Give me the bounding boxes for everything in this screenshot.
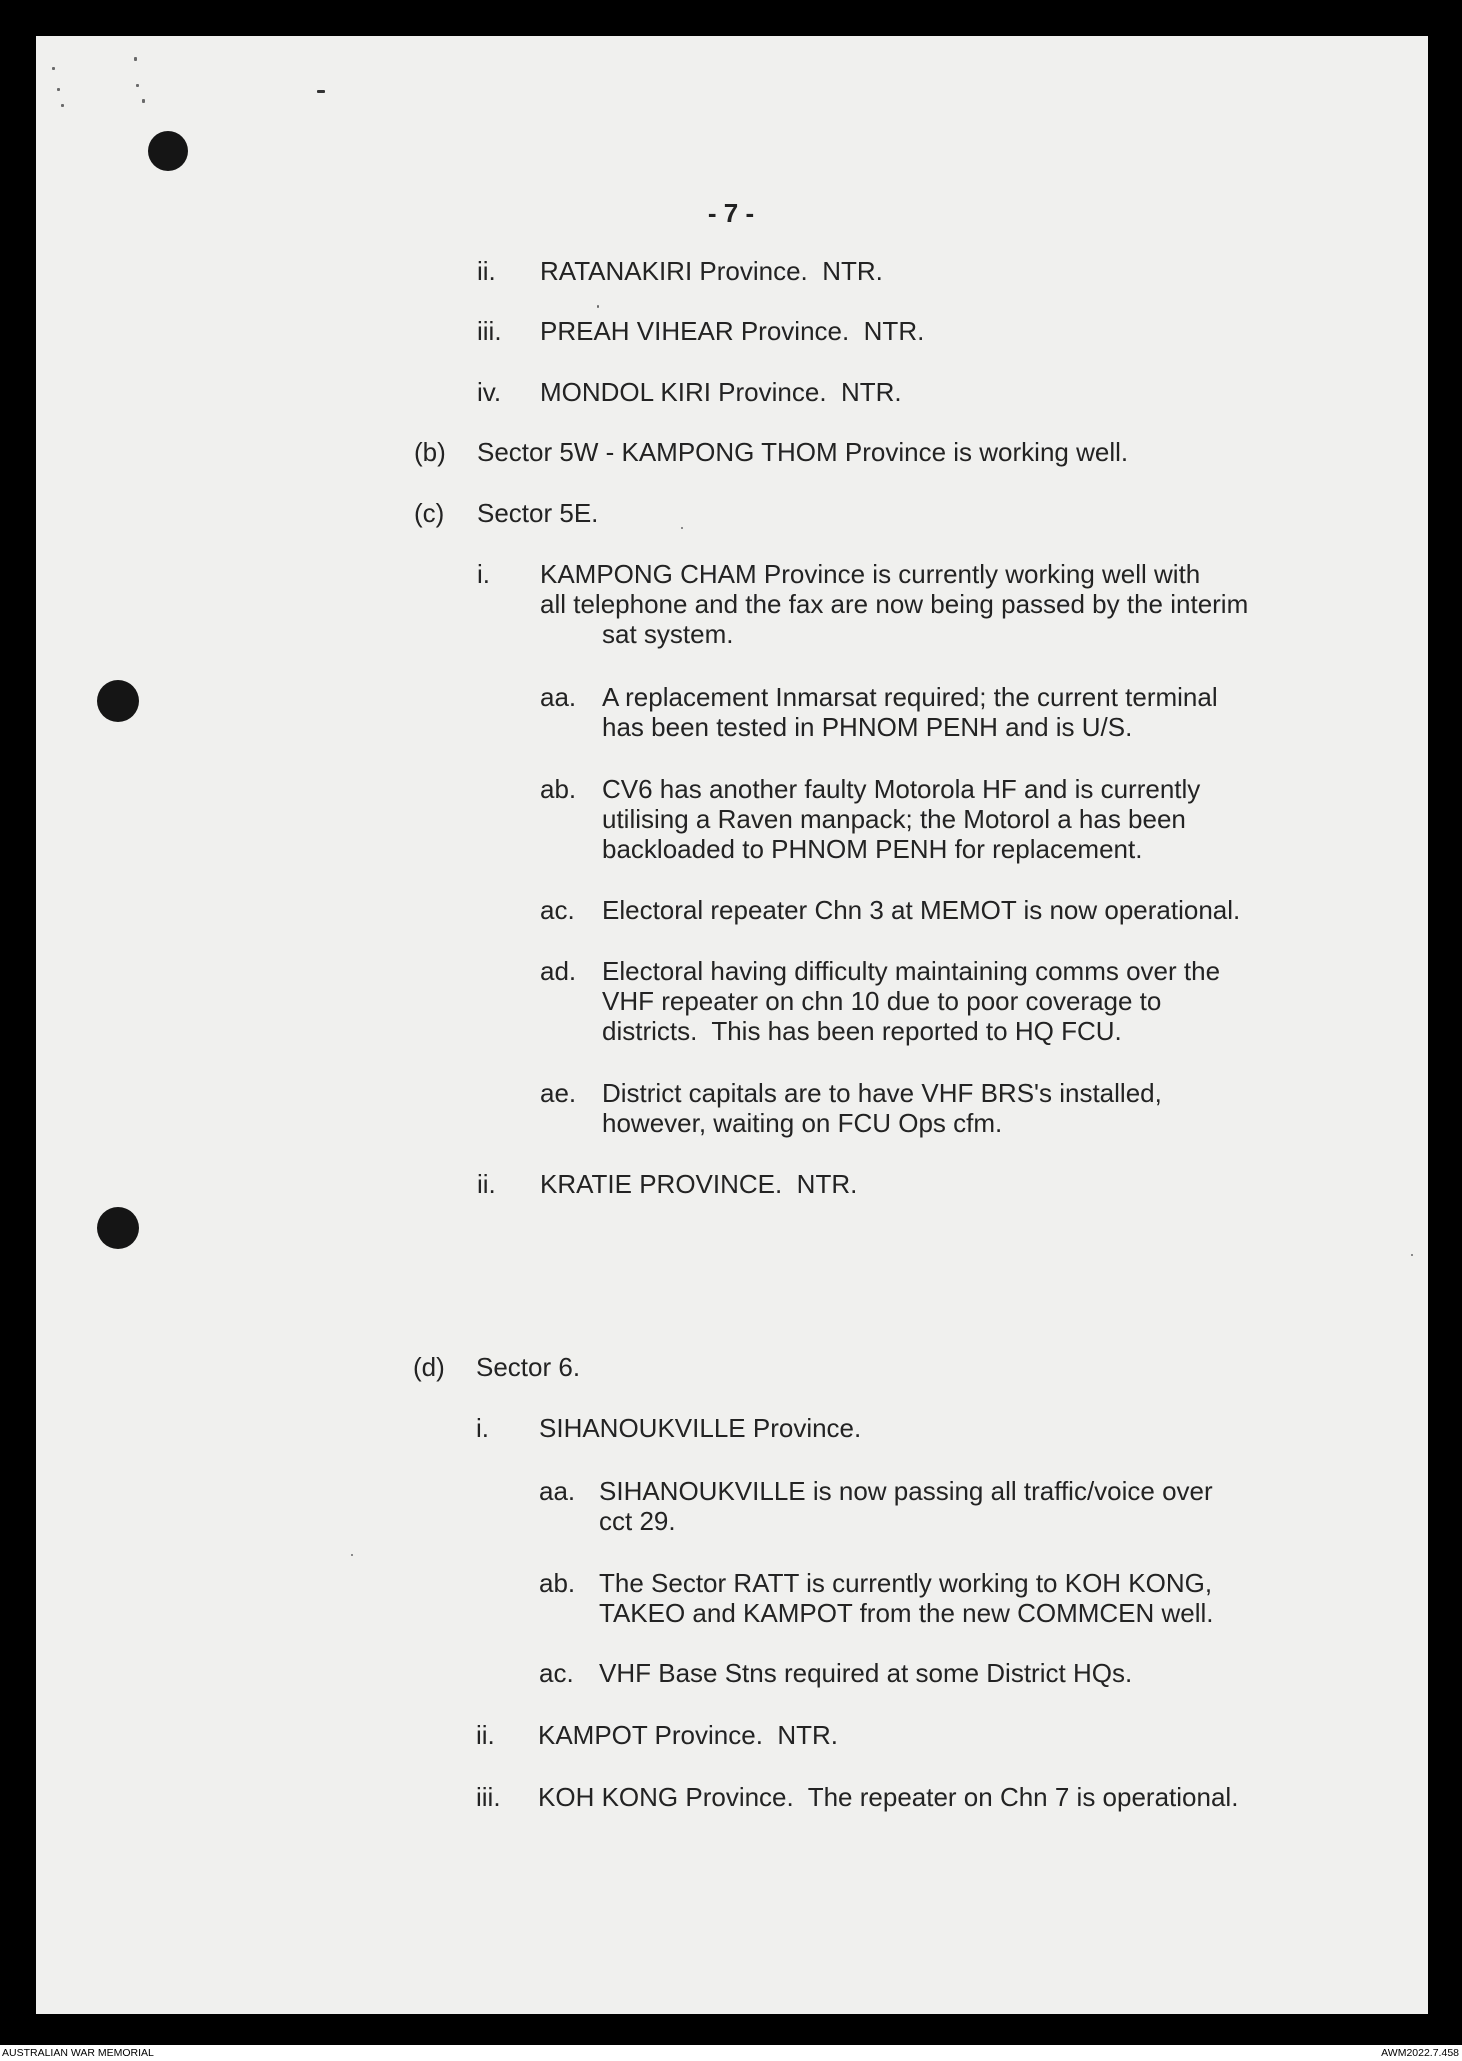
item-ratanakiri	[0, 256, 1462, 286]
item-label: iv.	[477, 377, 502, 407]
item-kampot	[0, 1720, 1462, 1750]
item-text: all telephone and the fax are now being passed by the interim	[540, 589, 1249, 620]
item-kratie	[0, 1169, 1462, 1199]
item-text: RATANAKIRI Province. NTR.	[540, 256, 883, 286]
item-preah-vihear	[0, 316, 1462, 346]
item-text: Electoral repeater Chn 3 at MEMOT is now operational.	[602, 895, 1241, 925]
item-kampong-cham	[0, 559, 1462, 650]
item-text: Sector 5W - KAMPONG THOM Province is working well.	[477, 437, 1129, 467]
item-label: iii.	[476, 1782, 501, 1812]
item-label: (c)	[414, 498, 445, 528]
subitem-sector-ratt	[0, 1568, 1462, 1628]
item-label: iii.	[477, 316, 502, 346]
page-number: - 7 -	[707, 198, 755, 228]
subitem-memot-repeater	[0, 895, 1462, 925]
item-label: ab.	[539, 1568, 576, 1598]
subitem-district-capitals	[0, 1078, 1462, 1138]
item-text: has been tested in PHNOM PENH and is U/S.	[602, 712, 1133, 743]
archive-name: AUSTRALIAN WAR MEMORIAL	[2, 2047, 154, 2059]
item-text: districts. This has been reported to HQ FCU.	[602, 1016, 1122, 1047]
item-label: aa.	[540, 682, 577, 712]
item-text: Electoral having difficulty maintaining comms over the	[602, 956, 1221, 986]
item-text: The Sector RATT is currently working to KOH KONG,	[599, 1568, 1213, 1598]
item-label: aa.	[539, 1476, 576, 1506]
item-text: SIHANOUKVILLE Province.	[539, 1413, 862, 1443]
item-text: A replacement Inmarsat required; the current terminal	[602, 682, 1218, 712]
item-text: KRATIE PROVINCE. NTR.	[540, 1169, 858, 1199]
item-text: Sector 6.	[476, 1352, 581, 1382]
item-label: ii.	[476, 1720, 495, 1750]
archive-reference: AWM2022.7.458	[1381, 2047, 1459, 2059]
item-text: sat system.	[602, 619, 734, 650]
item-sector-5e	[0, 498, 1462, 528]
item-label: i.	[476, 1413, 489, 1443]
item-text: KOH KONG Province. The repeater on Chn 7 is operational.	[538, 1782, 1239, 1812]
item-label: ii.	[477, 1169, 496, 1199]
item-text: Sector 5E.	[477, 498, 599, 528]
item-text: MONDOL KIRI Province. NTR.	[540, 377, 902, 407]
archive-footer	[0, 2045, 1462, 2061]
item-text: KAMPONG CHAM Province is currently working well with	[540, 559, 1201, 589]
item-label: ii.	[477, 256, 496, 286]
item-text: District capitals are to have VHF BRS's installed,	[602, 1078, 1162, 1108]
item-label: ab.	[540, 774, 577, 804]
item-text: PREAH VIHEAR Province. NTR.	[540, 316, 925, 346]
item-text: VHF repeater on chn 10 due to poor coverage to	[602, 986, 1162, 1017]
item-label: ad.	[540, 956, 577, 986]
item-text: KAMPOT Province. NTR.	[538, 1720, 839, 1750]
subitem-electoral-comms	[0, 956, 1462, 1047]
item-label: (d)	[413, 1352, 445, 1382]
item-label: (b)	[414, 437, 446, 467]
subitem-vhf-base-stns	[0, 1658, 1462, 1688]
item-sihanoukville	[0, 1413, 1462, 1443]
item-label: i.	[477, 559, 490, 589]
item-mondol-kiri	[0, 377, 1462, 407]
subitem-cct-29	[0, 1476, 1462, 1536]
item-sector-5w	[0, 437, 1462, 467]
item-sector-6	[0, 1352, 1462, 1382]
item-text: however, waiting on FCU Ops cfm.	[602, 1108, 1003, 1139]
item-text: TAKEO and KAMPOT from the new COMMCEN well.	[599, 1598, 1214, 1629]
item-text: SIHANOUKVILLE is now passing all traffic/voice over	[599, 1476, 1213, 1506]
subitem-inmarsat	[0, 682, 1462, 742]
item-text: cct 29.	[599, 1506, 676, 1537]
item-label: ac.	[539, 1658, 574, 1688]
item-text: VHF Base Stns required at some District HQs.	[599, 1658, 1133, 1688]
item-label: ac.	[540, 895, 575, 925]
item-text: CV6 has another faulty Motorola HF and is currently	[602, 774, 1201, 804]
item-koh-kong	[0, 1782, 1462, 1812]
item-label: ae.	[540, 1078, 577, 1108]
subitem-cv6-motorola	[0, 774, 1462, 865]
item-text: utilising a Raven manpack; the Motorol a has been	[602, 804, 1186, 835]
item-text: backloaded to PHNOM PENH for replacement.	[602, 834, 1143, 865]
